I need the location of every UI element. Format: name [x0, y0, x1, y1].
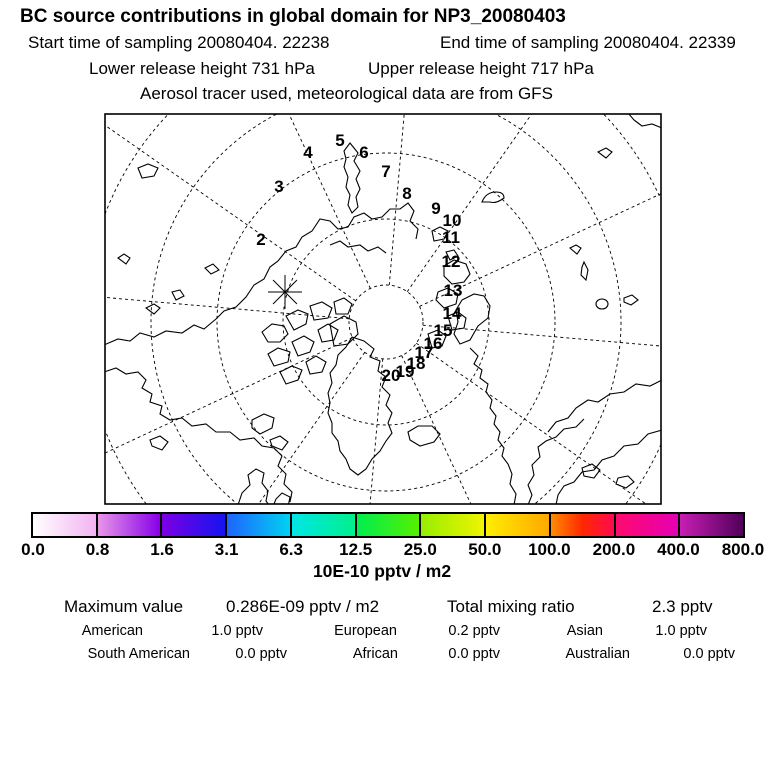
start-time-text: Start time of sampling 20080404. 22238 — [28, 33, 330, 52]
island-novaya-zemlya — [344, 143, 360, 213]
trajectory-point-label: 15 — [433, 321, 453, 340]
colorbar-segment — [33, 514, 96, 536]
archipelago-island — [280, 366, 302, 384]
trajectory-point-label: 20 — [381, 366, 401, 385]
region-value-african: 0.0 pptv — [448, 646, 500, 662]
trajectory-point-label: 13 — [443, 281, 463, 300]
upper-release-text: Upper release height 717 hPa — [368, 59, 594, 78]
polar-map-svg — [104, 113, 662, 505]
archipelago-island — [262, 324, 288, 342]
tracer-note-text: Aerosol tracer used, meteorological data are from GFS — [140, 84, 553, 103]
archipelago-island — [318, 324, 338, 342]
colorbar-tick-label: 0.8 — [85, 540, 110, 559]
colorbar-tick-label: 25.0 — [403, 540, 437, 559]
colorbar-units-label: 10E-10 pptv / m2 — [312, 561, 452, 581]
trajectory-point-label: 17 — [414, 343, 434, 362]
archipelago-island — [292, 336, 314, 356]
polar-map — [104, 113, 662, 505]
trajectory-point-label: 8 — [402, 184, 412, 203]
lower-release-text: Lower release height 731 hPa — [89, 59, 315, 78]
max-value-label: Maximum value — [64, 597, 184, 616]
island-curl — [482, 192, 504, 203]
meridian-line — [416, 343, 662, 505]
region-value-european: 0.2 pptv — [448, 623, 500, 639]
meridian-line — [104, 338, 352, 504]
region-name-south-american: South American — [87, 646, 190, 662]
region-name-australian: Australian — [565, 646, 630, 662]
colorbar-tick-label: 400.0 — [657, 540, 700, 559]
trajectory-point-label: 19 — [395, 362, 415, 381]
archipelago-island — [306, 356, 326, 374]
trajectory-point-label: 6 — [359, 143, 369, 162]
meridian-line — [349, 359, 383, 505]
islet — [172, 290, 184, 300]
figure-title: BC source contributions in global domain for NP3_20080403 — [20, 6, 566, 27]
total-mixing-ratio-label: Total mixing ratio — [447, 597, 575, 616]
trajectory-point-label: 11 — [442, 228, 460, 247]
islet — [118, 254, 130, 264]
colorbar — [31, 512, 745, 538]
trajectory-point-label: 14 — [442, 304, 462, 323]
colorbar-segment — [551, 514, 614, 536]
colorbar-tick-label: 12.5 — [339, 540, 373, 559]
region-name-european: European — [334, 623, 397, 639]
max-value-number: 0.286E-09 pptv / m2 — [226, 597, 380, 616]
islet — [150, 436, 168, 450]
colorbar-segment — [616, 514, 679, 536]
trajectory-point-label: 4 — [303, 143, 313, 162]
colorbar-segment — [680, 514, 743, 536]
islet — [598, 148, 612, 158]
islet — [616, 476, 634, 488]
colorbar-segment — [98, 514, 161, 536]
coastline-kara — [330, 241, 386, 253]
colorbar-segment — [357, 514, 420, 536]
archipelago-island — [310, 302, 332, 320]
trajectory-point-label: 5 — [335, 131, 345, 150]
trajectory-point-label: 2 — [256, 230, 266, 249]
islet — [570, 245, 581, 254]
region-value-south-american: 0.0 pptv — [235, 646, 287, 662]
islet — [624, 295, 638, 305]
trajectory-point-label: 10 — [442, 211, 462, 230]
coastline-corner-ne — [628, 113, 662, 128]
colorbar-tick-label: 100.0 — [528, 540, 571, 559]
island-wrangel — [138, 164, 158, 178]
archipelago-island — [268, 348, 290, 366]
coastline-baltic — [528, 419, 584, 505]
latitude-circle — [349, 285, 423, 359]
meridian-line — [204, 113, 370, 288]
island-banks — [252, 414, 274, 434]
meridian-line — [402, 356, 568, 505]
region-value-american: 1.0 pptv — [211, 623, 263, 639]
colorbar-tick-label: 800.0 — [721, 540, 765, 559]
island-ellesmere — [330, 316, 358, 346]
region-value-asian: 1.0 pptv — [655, 623, 707, 639]
colorbar-segment — [292, 514, 355, 536]
colorbar-tick-label: 0.0 — [21, 540, 45, 559]
colorbar-segment — [486, 514, 549, 536]
colorbar-segment — [421, 514, 484, 536]
trajectory-point-label: 7 — [381, 162, 391, 181]
island-greenland — [328, 337, 392, 475]
colorbar-segment — [227, 514, 290, 536]
colorbar-tick-label: 200.0 — [592, 540, 636, 559]
asterisk-station-marker — [268, 275, 302, 309]
archipelago-island — [334, 298, 352, 314]
trajectory-point-label: 18 — [406, 354, 426, 373]
coastline-siberia — [104, 203, 418, 345]
total-mixing-ratio-value: 2.3 pptv — [652, 597, 713, 616]
end-time-text: End time of sampling 20080404. 22339 — [440, 33, 736, 52]
region-name-african: African — [352, 646, 398, 662]
island-iceland — [408, 426, 440, 446]
meridian-line — [104, 113, 356, 301]
region-value-australian: 0.0 pptv — [683, 646, 735, 662]
islet — [581, 262, 588, 280]
archipelago-island — [286, 310, 308, 330]
trajectory-point-label: 3 — [274, 177, 284, 196]
coastline-scandinavia — [470, 348, 516, 505]
trajectory-point-label: 9 — [431, 199, 441, 218]
coastline-europe — [556, 430, 662, 505]
colorbar-tick-label: 3.1 — [214, 540, 239, 559]
colorbar-tick-label: 50.0 — [468, 540, 502, 559]
trajectory-point-label: 12 — [441, 252, 461, 271]
trajectory-point-label: 16 — [423, 334, 443, 353]
islet — [596, 299, 608, 309]
region-name-american: American — [81, 623, 143, 639]
islet — [205, 264, 219, 274]
islet — [146, 304, 160, 314]
colorbar-segment — [162, 514, 225, 536]
region-name-asian: Asian — [566, 623, 603, 639]
colorbar-tick-label: 1.6 — [150, 540, 174, 559]
colorbar-tick-label: 6.3 — [279, 540, 303, 559]
coastline-north-america — [104, 368, 292, 502]
